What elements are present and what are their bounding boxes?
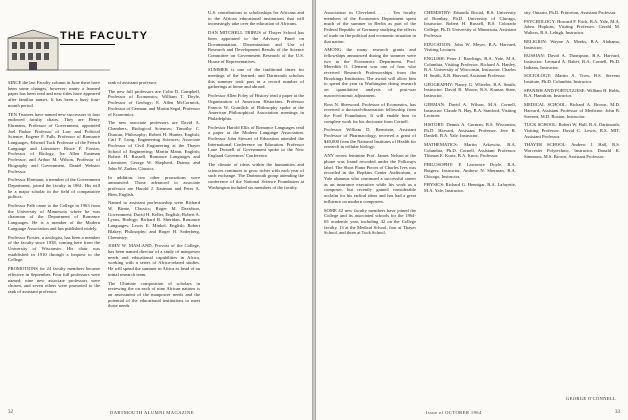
paragraph: sity, Ontario, Ph.D. Princeton, Assistant Professor. — [524, 10, 617, 15]
right-column-2 — [424, 10, 516, 197]
paragraph: The new full professors are Colin D. Campbell, Professor of Economics; William T. Doyle, Professor of Geology; E. Allen McCormick, Professor of German; and Martin Segal, Professor of Economics. — [108, 88, 200, 117]
page-title: THE FACULTY — [60, 30, 149, 42]
paragraph: AMONG the many research grants and fellowships announced during the summer were two in the Economics Department. Prof. Meredith O. Clement was one of four who received Research Professorships from the Brookings Institution. The award will allow him to spend the year in Washington doing research on quantitative analysis of post-war macroeconomic adjustment. — [324, 47, 416, 98]
paragraph: In addition, two other promotions were announced. Those advanced to associate professor are Harold J. Eastman and Peter A. Bien, English. — [108, 174, 200, 197]
paragraph: The climate of ideas within the humanities and sciences continues to grow richer with each year of such exchange. The Dartmouth group attending the conference of the National Science Foundation at Washington included six members of the faculty. — [208, 161, 304, 190]
paragraph: Professor William D. Bernstein, Assistant Professor of Pharmacology, received a grant of $40,000 from the National Institutes of Health for research in cellular biology. — [324, 127, 416, 150]
paragraph: THAYER SCHOOL: Andrew J. Hall, B.S. Worcester Polytechnic, Instructor. Donald K. Simmons, M.S. Brown, Assistant Professor. — [524, 142, 620, 159]
paragraph: TEN Trustees have named new successors to four endowed faculty chairs. They are Henry Ehrmann, Professor of Government, appointed Joel Parker Professor of Law and Political Science; Eugene F. Falb, Professor of Romance Languages, Edward Tuck Professor of the French Language and Literature; Bruce F. Forster, Professor of Biology, Ira Allen Eastman Professor; and Arthur M. Wilson, Professor of Biography and Government, Daniel Webster Professor. — [8, 111, 100, 174]
left-column-2 — [108, 80, 200, 312]
paragraph: RELIGION: Wayne A. Meeks, B.A. Alabama, Instructor. — [524, 38, 620, 50]
paragraph: TUCK SCHOOL: Robert W. Hull, B.A. Dartmouth, Visiting Professor. David C. Lewis, B.S. MIT, Assistant Professor. — [524, 122, 620, 139]
running-foot-left: DARTMOUTH ALUMNI MAGAZINE — [110, 410, 194, 415]
paragraph: PHYSICS: Richard G. Hennigar, B.A. Lafayette, M.A. Yale, Instructor. — [424, 182, 516, 193]
paragraph: CHEMISTRY: Eduardo Bocial, B.S. University of Bombay, Ph.D. University of Chicago, Instructor. Robert H. Russell, B.S. Colorado College, Ph.D. University of Minnesota, Assistant Professor. — [424, 10, 516, 38]
paragraph: Professor Allen Foley of History read a paper at the Organization of American Historians. Professor Francis W. Gramlich of Philosophy spoke at the American Philosophical Association meetings in Philadelphia. — [208, 93, 304, 121]
paragraph: PHILOSOPHY: P. Lawrence Doyle, B.A. Rutgers, Instructor. Andrew N. Sherman, B.A. Chicago, Instructor. — [424, 162, 516, 179]
running-foot-right: Issue of OCTOBER 1964 — [426, 410, 482, 415]
paragraph: rank of assistant professor. — [108, 80, 157, 85]
paragraph: Association in Cleveland. . . . Ten faculty members of the Economics Department spent much of the summer in Berlin as part of the Federal Republic of Germany studying the effects of trade on the political and economic situation in that nation. — [324, 10, 416, 44]
paragraph: U.S. contributions to scholarships for Africans and to the African educational institutions that will increasingly take over the education of Africans. — [208, 10, 304, 27]
paragraph: MATHEMATICS: Martin Arkowitz, B.A. Columbia, Ph.D. Cornell, Assistant Professor. Thomas E. Kurtz, B.A. Knox, Professor. — [424, 142, 516, 159]
paragraph: PSYCHOLOGY: Howard F. Fitch, B.A. Yale, M.A. Johns Hopkins, Visiting Professor. Gerald M. Walters, B.A. Lehigh, Instructor. — [524, 18, 620, 36]
page-number-right: 33 — [615, 410, 620, 415]
paragraph: Named to assistant professorship were Richard W. Birnie, Classics; Roger M. Davidson, Government; David H. Keller, English; Robert A. Lyons, Biology; Richard R. Sheridan, Romance Languages; Lewis E. Minkel, English; Robert Blakey, Philosophy; and Roger H. Soderberg, Chemistry. — [108, 200, 200, 240]
paragraph: Professor Falb came to the College in 1963 from the University of Minnesota where he was chairman of the Department of Romance Languages. He is a member of the Modern Language Association and has published widely. — [8, 203, 100, 231]
paragraph: Professor Harold Ellis of Romance Languages read a paper at the Modern Language Association. Professor John Stewart of Education attended the International Conference on Education. Professor Lane Dwinell of Government spoke to the New England Governors' Conference. — [208, 124, 304, 159]
right-page — [316, 0, 628, 420]
paragraph: Professor Forster, a zoologist, has been a member of the faculty since 1938, coming here from the University of Wisconsin. His chair was established in 1910 through a bequest to the College. — [8, 234, 100, 263]
title-rule — [60, 44, 115, 45]
paragraph: GERMAN: David A. Wilson, M.A. Cornell, Instructor. Claude N. Hay, B.A. Stanford, Visiting Lecturer. — [424, 101, 516, 119]
paragraph: ANY recent feminine Prof. James Nelson at the phone was found recorded under the Folkways label. The Short Piano Pieces of Charles Ives was recorded in the Hopkins Center Auditorium, a Yale alumnus who continued a successful career as an insurance executive while his work as a composer, but recently gained considerable acclaim for his radical ideas and has had a great influence on modern composers. — [324, 153, 416, 204]
paragraph: PROMOTIONS for 24 faculty members became effective in September. Four full professors were named; nine new associate professors were chosen, and seven others were promoted to the rank of assistant professor. — [8, 266, 100, 294]
paragraph: GEOGRAPHY: Nancy G. Wheeler, B.A. Smith, Instructor. David R. Moore, B.S. Kansas State, Instructor. — [424, 81, 516, 99]
paragraph: JOHN W. MASLAND, Provost of the College, has been named director of a study of manpower needs and educational capabilities in Africa, working with a series of Africa-related studies. He will spend the summer in Africa as head of an initial research team. — [108, 243, 200, 277]
paragraph: HISTORY: Dennis A. Gorman, B.S. Wisconsin, Ph.D. Harvard, Assistant Professor. Jere R. Daniell, B.A. Yale, Instructor. — [424, 121, 516, 139]
paragraph: DAN MITCHELL TRIBUS of Thayer School has been appointed to the Advisory Panel on Documentation, Dissemination and Use of Research and Development Results of the Science Committee on Government Research of the U.S. House of Representatives. — [208, 30, 304, 64]
page-number-left: 32 — [8, 410, 13, 415]
paragraph: SOME 42 new faculty members have joined the College and its associated schools for the 1964-65 academic year, including 42 on the College faculty, 13 at the Medical School, four at Thayer School, and three at Tuck School. — [324, 207, 416, 236]
left-page — [0, 0, 312, 420]
paragraph: SPANISH AND PORTUGUESE: William H. Robb, B.A. Hamilton, Instructor. — [524, 87, 620, 99]
left-column-1 — [8, 80, 100, 298]
paragraph: RUSSIAN: David A. Thompson, B.A. Harvard, Instructor. Leonard A. Baker, B.A. Cornell, Ph.D. Indiana, Instructor. — [524, 53, 620, 70]
author-signature: GEORGE O'CONNELL — [566, 396, 617, 401]
paragraph: SUMMER is one of the traditional times for meetings of the learned; and Dartmouth scholars this summer took part in a record number of gatherings at home and abroad. — [208, 67, 304, 90]
paragraph: SINCE the last Faculty column in June there have been some changes, however; many a learned paper has been read and new titles have appeared after familiar names. It has been a busy four-month period. — [8, 80, 100, 108]
right-column-1 — [324, 10, 416, 239]
paragraph: The Ultimate composition of scholars in reviewing the on each of nine African nations is an assessment of the manpower needs and the potential of the educational institutions to meet those needs. — [108, 280, 200, 309]
right-column-3 — [524, 10, 620, 162]
paragraph: MEDICAL SCHOOL: Richard A. Brown, M.D. Harvard, Assistant Professor of Medicine. John B. Stevens, M.D. Boston, Instructor. — [524, 102, 620, 119]
paragraph: ENGLISH: Peter J. Rawlings, B.A. Yale, M.A. Columbia, Visiting Professor. Richard A. Hanley, B.A. University of Wisconsin, Instructor. Charles H. Smith, A.B. Harvard, Assistant Professor. — [424, 55, 516, 79]
paragraph: Professor Ehrmann, a member of the Government Department, joined the faculty in 1961. His will be a major scholar in the field of comparative politics. — [8, 177, 100, 200]
left-column-3 — [208, 10, 304, 193]
paragraph: The new associate professors are David A. Chambers, Biological Sciences; Timothy C. Duncan, Philosophy; Robert H. Hunter, English; Carl F. Long, Engineering Sciences; Associate Professor of Civil Engineering at the Thayer School of Engineering; Martin Mann, English; Robert H. Russell, Romance Languages and Literature; George W. Shepherd, Drama; and John W. Zarker, Classics. — [108, 120, 200, 171]
paragraph: SOCIOLOGY: Martin A. Trow, B.S. Stevens Institute, Ph.D. Columbia, Instructor. — [524, 73, 620, 85]
paragraph: Ross N. Sherwood, Professor of Economics, has received a doctoral-dissertation fellowship from the Ford Foundation. It will enable him to complete work for his doctorate from Cornell. — [324, 101, 416, 124]
paragraph: EDUCATION: John W. Meyer, B.A. Harvard, Visiting Lecturer. — [424, 41, 516, 53]
